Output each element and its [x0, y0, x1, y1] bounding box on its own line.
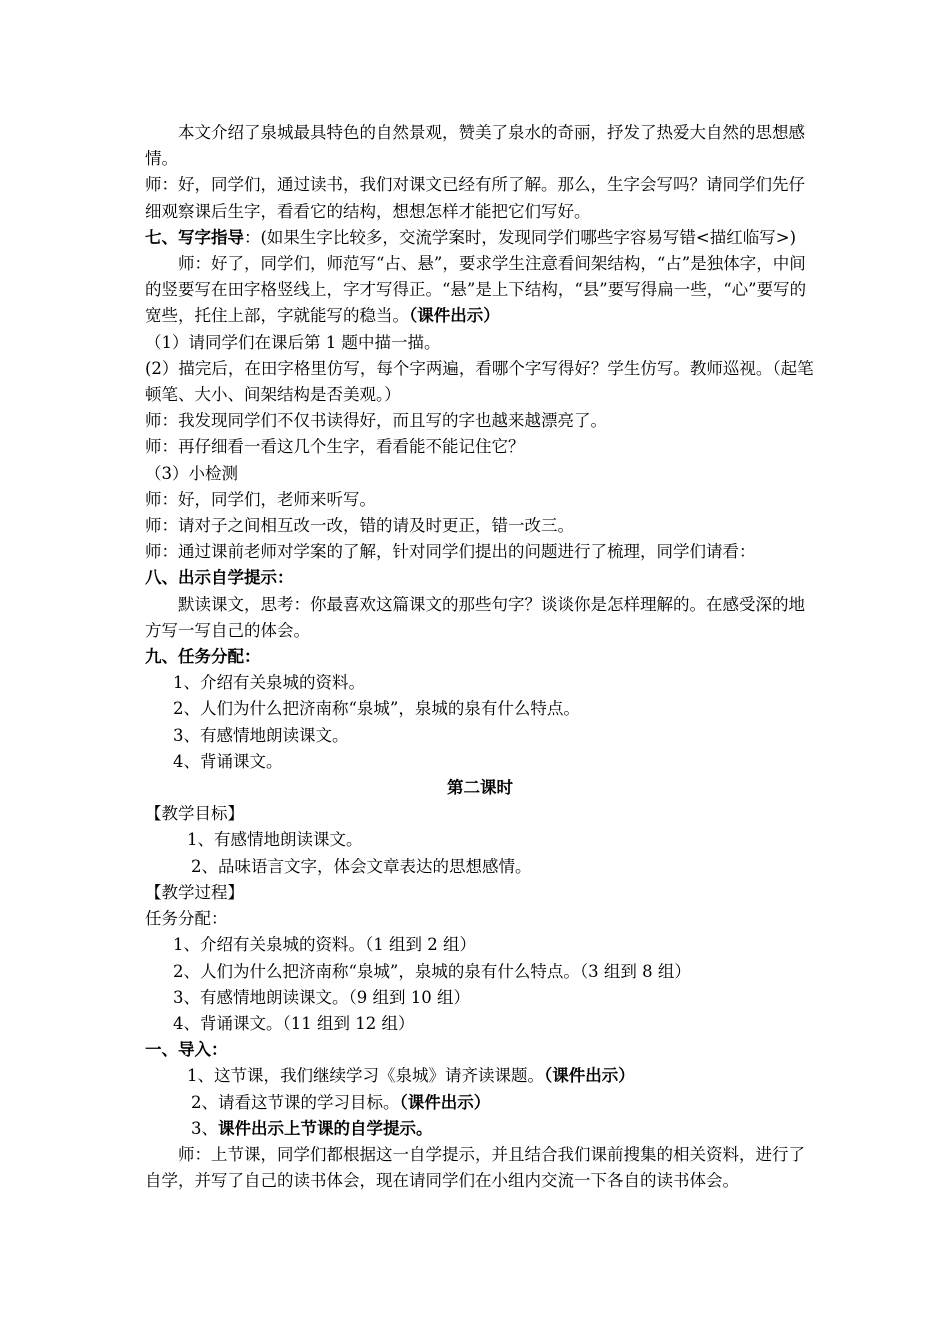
intro-item-text: 2、请看这节课的学习目标。	[191, 1092, 400, 1112]
assignment-item: 2、人们为什么把济南称“泉城”，泉城的泉有什么特点。（3 组到 8 组）	[173, 961, 691, 981]
step-1: （1）请同学们在课后第 1 题中描一描。	[145, 332, 441, 352]
intro-item	[145, 1090, 815, 1116]
courseware-label: （课件出示）	[399, 1092, 491, 1112]
teacher-line: 师：好，同学们，通过读书，我们对课文已经有所了解。那么，生字会写吗？请同学们先仔细观察课后生字，看看它的结构，想想怎样才能把它们写好。	[145, 175, 805, 221]
lesson-2-title: 第二课时	[447, 778, 513, 798]
intro-item-text: 1、这节课，我们继续学习《泉城》请齐读课题。	[187, 1066, 544, 1086]
teacher-line: 师：请对子之间相互改一改，错的请及时更正，错一改三。	[145, 516, 574, 536]
task-item: 2、人们为什么把济南称“泉城”，泉城的泉有什么特点。	[173, 699, 580, 719]
courseware-label: （课件出示）	[409, 306, 500, 326]
self-study-prompt: 默读课文，思考：你最喜欢这篇课文的那些句字？谈谈你是怎样理解的。在感受深的地方写一写自己的体会。	[145, 594, 805, 640]
section-7-title: 七、写字指导	[145, 227, 244, 247]
assignment-label: 任务分配：	[145, 909, 228, 929]
goal-item: 2、品味语言文字，体会文章表达的思想感情。	[191, 856, 532, 876]
section-7-heading	[145, 225, 815, 251]
document-page	[145, 120, 825, 1194]
intro-item-number: 3、	[191, 1118, 218, 1138]
writing-guidance-paragraph	[145, 251, 815, 330]
task-item: 1、介绍有关泉城的资料。	[173, 673, 365, 693]
step-2: (2）描完后，在田字格里仿写，每个字两遍，看哪个字写得好？学生仿写。教师巡视。（起笔 顿笔、大小、间架结构是否美观。）	[145, 358, 825, 405]
intro-item	[145, 1116, 815, 1142]
assignment-item: 4、背诵课文。（11 组到 12 组）	[173, 1013, 415, 1033]
section-8-heading: 八、出示自学提示：	[145, 568, 294, 588]
task-item: 4、背诵课文。	[173, 751, 283, 771]
intro-item	[145, 1063, 815, 1089]
intro-heading: 一、导入：	[145, 1040, 228, 1060]
goal-item: 1、有感情地朗读课文。	[187, 830, 363, 850]
teacher-line: 师：通过课前老师对学案的了解，针对同学们提出的问题进行了梳理，同学们请看：	[145, 542, 756, 562]
teacher-line: 师：好，同学们，老师来听写。	[145, 489, 376, 509]
section-7-note: ：(如果生字比较多，交流学案时，发现同学们哪些字容易写错<描红临写>)	[244, 227, 797, 247]
courseware-label: （课件出示）	[544, 1066, 635, 1086]
assignment-item: 1、介绍有关泉城的资料。（1 组到 2 组）	[173, 935, 476, 955]
assignment-item: 3、有感情地朗读课文。（9 组到 10 组）	[173, 987, 470, 1007]
task-item: 3、有感情地朗读课文。	[173, 725, 349, 745]
process-heading: 【教学过程】	[145, 882, 244, 902]
section-9-heading: 九、任务分配：	[145, 647, 261, 667]
summary-paragraph: 本文介绍了泉城最具特色的自然景观，赞美了泉水的奇丽，抒发了热爱大自然的思想感情。	[145, 123, 805, 169]
step-3: （3）小检测	[145, 463, 238, 483]
writing-guidance-text: 师：好了，同学们，师范写“占、悬”，要求学生注意看间架结构，“占”是独体字，中间的竖要写在田字格竖线上，字才写得正。“悬”是上下结构，“县”要写得扁一些，“心”要写的宽些，托住上部，字就能写的稳当。	[145, 254, 807, 326]
intro-item-bold-text: 课件出示上节课的自学提示。	[218, 1118, 433, 1138]
closing-paragraph: 师：上节课，同学们都根据这一自学提示，并且结合我们课前搜集的相关资料，进行了自学，并写了自己的读书体会，现在请同学们在小组内交流一下各自的读书体会。	[145, 1144, 805, 1191]
goals-heading: 【教学目标】	[145, 804, 244, 824]
teacher-line: 师：再仔细看一看这几个生字，看看能不能记住它？	[145, 437, 525, 457]
teacher-line: 师：我发现同学们不仅书读得好，而且写的字也越来越漂亮了。	[145, 411, 607, 431]
